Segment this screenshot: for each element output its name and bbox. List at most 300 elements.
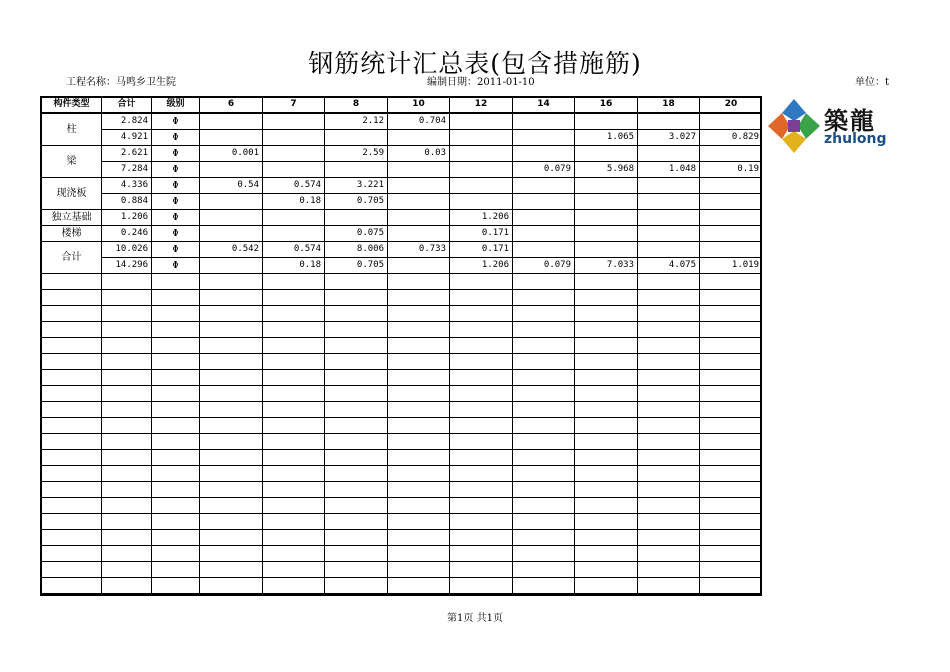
table-row [42, 146, 763, 162]
blank-cell [152, 466, 200, 482]
diameter-value-cell [638, 194, 700, 210]
blank-cell [152, 546, 200, 562]
blank-cell [700, 322, 763, 338]
blank-cell [325, 322, 388, 338]
diameter-value-cell [263, 210, 325, 226]
diameter-value-cell [450, 130, 513, 146]
blank-cell [638, 434, 700, 450]
blank-cell [152, 450, 200, 466]
blank-cell [102, 562, 152, 578]
diameter-value-cell [200, 258, 263, 274]
diameter-value-cell [325, 162, 388, 178]
diameter-value-cell: 1.206 [450, 258, 513, 274]
table-row [42, 194, 763, 210]
blank-cell [152, 386, 200, 402]
diameter-value-cell [325, 130, 388, 146]
blank-cell [200, 514, 263, 530]
blank-cell [638, 482, 700, 498]
blank-cell [42, 482, 102, 498]
diameter-value-cell [388, 258, 450, 274]
blank-cell [42, 530, 102, 546]
blank-cell [102, 322, 152, 338]
logo-petal-right [798, 113, 820, 139]
blank-cell [513, 370, 575, 386]
diameter-value-cell [450, 113, 513, 130]
column-header: 级别 [152, 97, 200, 114]
diameter-value-cell [513, 113, 575, 130]
table-row [42, 130, 763, 146]
diameter-value-cell: 0.03 [388, 146, 450, 162]
blank-cell [700, 402, 763, 418]
blank-cell [575, 322, 638, 338]
component-type-cell: 梁 [42, 146, 102, 178]
blank-cell [575, 418, 638, 434]
diameter-value-cell [700, 113, 763, 130]
blank-cell [450, 290, 513, 306]
blank-cell [700, 290, 763, 306]
blank-cell [325, 338, 388, 354]
total-cell: 0.884 [102, 194, 152, 210]
blank-cell [102, 386, 152, 402]
blank-cell [42, 338, 102, 354]
column-header: 10 [388, 97, 450, 114]
diameter-value-cell: 8.006 [325, 242, 388, 258]
blank-cell [152, 530, 200, 546]
total-cell: 7.284 [102, 162, 152, 178]
blank-cell [152, 338, 200, 354]
steel-grade-cell: Φ [152, 258, 200, 274]
blank-cell [638, 450, 700, 466]
blank-cell [388, 466, 450, 482]
blank-cell [575, 562, 638, 578]
blank-cell [263, 498, 325, 514]
blank-cell [200, 354, 263, 370]
blank-cell [638, 338, 700, 354]
diameter-value-cell [263, 113, 325, 130]
diameter-value-cell: 1.065 [575, 130, 638, 146]
blank-cell [700, 306, 763, 322]
blank-cell [388, 274, 450, 290]
diameter-value-cell: 0.18 [263, 194, 325, 210]
blank-cell [325, 514, 388, 530]
total-cell: 10.026 [102, 242, 152, 258]
blank-cell [263, 418, 325, 434]
blank-cell [102, 418, 152, 434]
blank-cell [450, 354, 513, 370]
diameter-value-cell [700, 178, 763, 194]
blank-cell [700, 354, 763, 370]
blank-cell [325, 306, 388, 322]
diameter-value-cell [575, 113, 638, 130]
diameter-value-cell [575, 194, 638, 210]
steel-grade-cell: Φ [152, 178, 200, 194]
blank-cell [388, 386, 450, 402]
diameter-value-cell: 2.59 [325, 146, 388, 162]
steel-grade-cell: Φ [152, 130, 200, 146]
blank-cell [152, 482, 200, 498]
diameter-value-cell [200, 130, 263, 146]
blank-cell [200, 562, 263, 578]
blank-row [42, 530, 763, 546]
blank-cell [42, 386, 102, 402]
blank-cell [263, 386, 325, 402]
blank-cell [42, 450, 102, 466]
diameter-value-cell: 0.18 [263, 258, 325, 274]
compile-date: 编制日期：2011-01-10 [427, 77, 535, 88]
logo-petal-bottom [782, 131, 806, 153]
diameter-value-cell [700, 146, 763, 162]
blank-row [42, 402, 763, 418]
component-type-cell: 楼梯 [42, 226, 102, 242]
diameter-value-cell [388, 226, 450, 242]
blank-cell [388, 370, 450, 386]
blank-cell [513, 354, 575, 370]
diameter-value-cell: 7.033 [575, 258, 638, 274]
blank-row [42, 370, 763, 386]
diameter-value-cell [263, 162, 325, 178]
blank-cell [325, 562, 388, 578]
blank-cell [450, 370, 513, 386]
diameter-value-cell [575, 242, 638, 258]
blank-cell [638, 290, 700, 306]
diameter-value-cell: 0.19 [700, 162, 763, 178]
diameter-value-cell [450, 178, 513, 194]
blank-row [42, 274, 763, 290]
blank-cell [513, 322, 575, 338]
blank-cell [450, 450, 513, 466]
column-header: 12 [450, 97, 513, 114]
logo-center [788, 120, 800, 132]
diameter-value-cell [638, 113, 700, 130]
diameter-value-cell: 2.12 [325, 113, 388, 130]
column-header: 20 [700, 97, 763, 114]
blank-row [42, 338, 763, 354]
blank-cell [388, 418, 450, 434]
diameter-value-cell [575, 210, 638, 226]
total-cell: 1.206 [102, 210, 152, 226]
diameter-value-cell [325, 210, 388, 226]
blank-cell [575, 354, 638, 370]
blank-cell [575, 402, 638, 418]
diameter-value-cell [638, 242, 700, 258]
blank-cell [102, 498, 152, 514]
blank-cell [700, 450, 763, 466]
blank-cell [388, 578, 450, 594]
blank-cell [42, 562, 102, 578]
blank-cell [325, 466, 388, 482]
blank-cell [700, 498, 763, 514]
blank-cell [102, 354, 152, 370]
blank-cell [575, 514, 638, 530]
blank-cell [700, 274, 763, 290]
blank-cell [700, 370, 763, 386]
column-header: 16 [575, 97, 638, 114]
table-row [42, 258, 763, 274]
diameter-value-cell [388, 178, 450, 194]
blank-cell [152, 306, 200, 322]
blank-cell [575, 306, 638, 322]
blank-cell [513, 450, 575, 466]
blank-cell [388, 338, 450, 354]
blank-cell [200, 498, 263, 514]
blank-cell [152, 498, 200, 514]
blank-cell [638, 418, 700, 434]
blank-cell [325, 450, 388, 466]
blank-cell [263, 290, 325, 306]
diameter-value-cell: 0.733 [388, 242, 450, 258]
blank-cell [200, 530, 263, 546]
logo-text-en: zhulong [824, 131, 887, 147]
column-header: 构件类型 [42, 97, 102, 114]
diameter-value-cell: 3.027 [638, 130, 700, 146]
blank-cell [638, 322, 700, 338]
diameter-value-cell: 0.171 [450, 242, 513, 258]
total-cell: 0.246 [102, 226, 152, 242]
blank-row [42, 322, 763, 338]
blank-cell [388, 402, 450, 418]
diameter-value-cell: 0.001 [200, 146, 263, 162]
blank-cell [575, 386, 638, 402]
blank-cell [388, 514, 450, 530]
blank-cell [102, 402, 152, 418]
blank-cell [200, 578, 263, 594]
blank-cell [450, 498, 513, 514]
blank-cell [450, 434, 513, 450]
blank-cell [638, 530, 700, 546]
blank-cell [513, 386, 575, 402]
diameter-value-cell [450, 194, 513, 210]
diameter-value-cell [388, 210, 450, 226]
blank-cell [325, 418, 388, 434]
blank-cell [513, 578, 575, 594]
blank-cell [102, 482, 152, 498]
blank-row [42, 434, 763, 450]
blank-row [42, 306, 763, 322]
column-header: 7 [263, 97, 325, 114]
blank-cell [700, 530, 763, 546]
diameter-value-cell: 0.54 [200, 178, 263, 194]
component-type-cell: 柱 [42, 113, 102, 146]
blank-cell [263, 354, 325, 370]
logo-mark-icon [766, 97, 822, 155]
blank-cell [450, 386, 513, 402]
blank-cell [102, 578, 152, 594]
blank-cell [263, 466, 325, 482]
blank-row [42, 546, 763, 562]
blank-cell [700, 434, 763, 450]
blank-cell [200, 466, 263, 482]
diameter-value-cell: 3.221 [325, 178, 388, 194]
blank-cell [200, 434, 263, 450]
blank-cell [513, 338, 575, 354]
blank-cell [325, 370, 388, 386]
blank-cell [450, 322, 513, 338]
blank-cell [575, 450, 638, 466]
blank-cell [700, 418, 763, 434]
diameter-value-cell [513, 210, 575, 226]
blank-cell [700, 386, 763, 402]
blank-cell [263, 274, 325, 290]
blank-cell [388, 322, 450, 338]
diameter-value-cell [263, 226, 325, 242]
blank-cell [152, 402, 200, 418]
blank-cell [700, 546, 763, 562]
steel-grade-cell: Φ [152, 194, 200, 210]
diameter-value-cell: 0.705 [325, 194, 388, 210]
diameter-value-cell [200, 113, 263, 130]
blank-cell [638, 386, 700, 402]
blank-cell [263, 546, 325, 562]
table-row [42, 242, 763, 258]
blank-cell [450, 578, 513, 594]
diameter-value-cell [513, 194, 575, 210]
diameter-value-cell [638, 210, 700, 226]
blank-cell [102, 466, 152, 482]
blank-cell [638, 354, 700, 370]
diameter-value-cell: 5.968 [575, 162, 638, 178]
blank-cell [700, 338, 763, 354]
logo-text-cn: 築龍 [824, 107, 876, 135]
blank-row [42, 466, 763, 482]
logo-petal-left [768, 113, 790, 139]
blank-cell [325, 354, 388, 370]
blank-cell [575, 434, 638, 450]
blank-cell [513, 306, 575, 322]
diameter-value-cell: 0.075 [325, 226, 388, 242]
rebar-summary-table [41, 96, 762, 594]
blank-cell [513, 466, 575, 482]
blank-cell [42, 466, 102, 482]
blank-cell [638, 498, 700, 514]
diameter-value-cell [388, 130, 450, 146]
blank-cell [388, 530, 450, 546]
diameter-value-cell [200, 226, 263, 242]
column-header: 18 [638, 97, 700, 114]
blank-row [42, 578, 763, 594]
blank-cell [200, 290, 263, 306]
blank-cell [102, 546, 152, 562]
blank-cell [700, 578, 763, 594]
steel-grade-cell: Φ [152, 210, 200, 226]
blank-cell [513, 418, 575, 434]
blank-cell [42, 274, 102, 290]
diameter-value-cell [638, 226, 700, 242]
blank-cell [450, 562, 513, 578]
blank-cell [263, 338, 325, 354]
table-row [42, 178, 763, 194]
zhulong-logo [766, 97, 950, 155]
blank-cell [450, 306, 513, 322]
blank-cell [388, 450, 450, 466]
diameter-value-cell: 1.048 [638, 162, 700, 178]
blank-cell [638, 306, 700, 322]
blank-cell [513, 402, 575, 418]
diameter-value-cell [263, 130, 325, 146]
blank-cell [388, 498, 450, 514]
logo-petal-top [782, 99, 806, 121]
table-header-row [42, 97, 763, 114]
blank-cell [200, 322, 263, 338]
diameter-value-cell [700, 210, 763, 226]
diameter-value-cell [450, 162, 513, 178]
total-cell: 4.921 [102, 130, 152, 146]
blank-cell [513, 514, 575, 530]
blank-row [42, 450, 763, 466]
blank-cell [200, 306, 263, 322]
blank-cell [42, 498, 102, 514]
table-row [42, 210, 763, 226]
column-header: 8 [325, 97, 388, 114]
page-footer: 第1页 共1页 [447, 613, 503, 624]
diameter-value-cell: 0.705 [325, 258, 388, 274]
table-row [42, 162, 763, 178]
blank-cell [700, 482, 763, 498]
blank-cell [102, 514, 152, 530]
blank-cell [575, 546, 638, 562]
diameter-value-cell [638, 146, 700, 162]
diameter-value-cell [700, 242, 763, 258]
blank-cell [152, 274, 200, 290]
blank-cell [450, 338, 513, 354]
blank-cell [42, 354, 102, 370]
blank-cell [575, 290, 638, 306]
blank-cell [638, 274, 700, 290]
blank-cell [152, 418, 200, 434]
blank-cell [388, 562, 450, 578]
blank-cell [102, 530, 152, 546]
blank-cell [152, 578, 200, 594]
blank-cell [513, 290, 575, 306]
project-name: 工程名称：马鸣乡卫生院 [66, 77, 176, 88]
blank-cell [575, 338, 638, 354]
component-type-cell: 现浇板 [42, 178, 102, 210]
rebar-summary-sheet [41, 96, 762, 596]
diameter-value-cell: 4.075 [638, 258, 700, 274]
blank-cell [200, 370, 263, 386]
blank-cell [42, 578, 102, 594]
blank-row [42, 290, 763, 306]
blank-cell [263, 578, 325, 594]
blank-cell [513, 498, 575, 514]
blank-cell [325, 546, 388, 562]
steel-grade-cell: Φ [152, 226, 200, 242]
blank-cell [513, 562, 575, 578]
blank-cell [102, 434, 152, 450]
blank-cell [263, 434, 325, 450]
blank-cell [200, 338, 263, 354]
diameter-value-cell: 0.574 [263, 242, 325, 258]
blank-cell [388, 482, 450, 498]
diameter-value-cell [200, 210, 263, 226]
diameter-value-cell: 0.829 [700, 130, 763, 146]
blank-cell [102, 290, 152, 306]
blank-cell [450, 402, 513, 418]
blank-cell [325, 290, 388, 306]
blank-cell [42, 322, 102, 338]
blank-cell [388, 306, 450, 322]
diameter-value-cell: 0.079 [513, 162, 575, 178]
blank-cell [263, 306, 325, 322]
blank-cell [102, 338, 152, 354]
diameter-value-cell [700, 194, 763, 210]
diameter-value-cell [388, 162, 450, 178]
diameter-value-cell: 0.542 [200, 242, 263, 258]
diameter-value-cell [513, 226, 575, 242]
steel-grade-cell: Φ [152, 113, 200, 130]
component-type-cell: 合计 [42, 242, 102, 274]
blank-cell [325, 498, 388, 514]
blank-cell [325, 482, 388, 498]
